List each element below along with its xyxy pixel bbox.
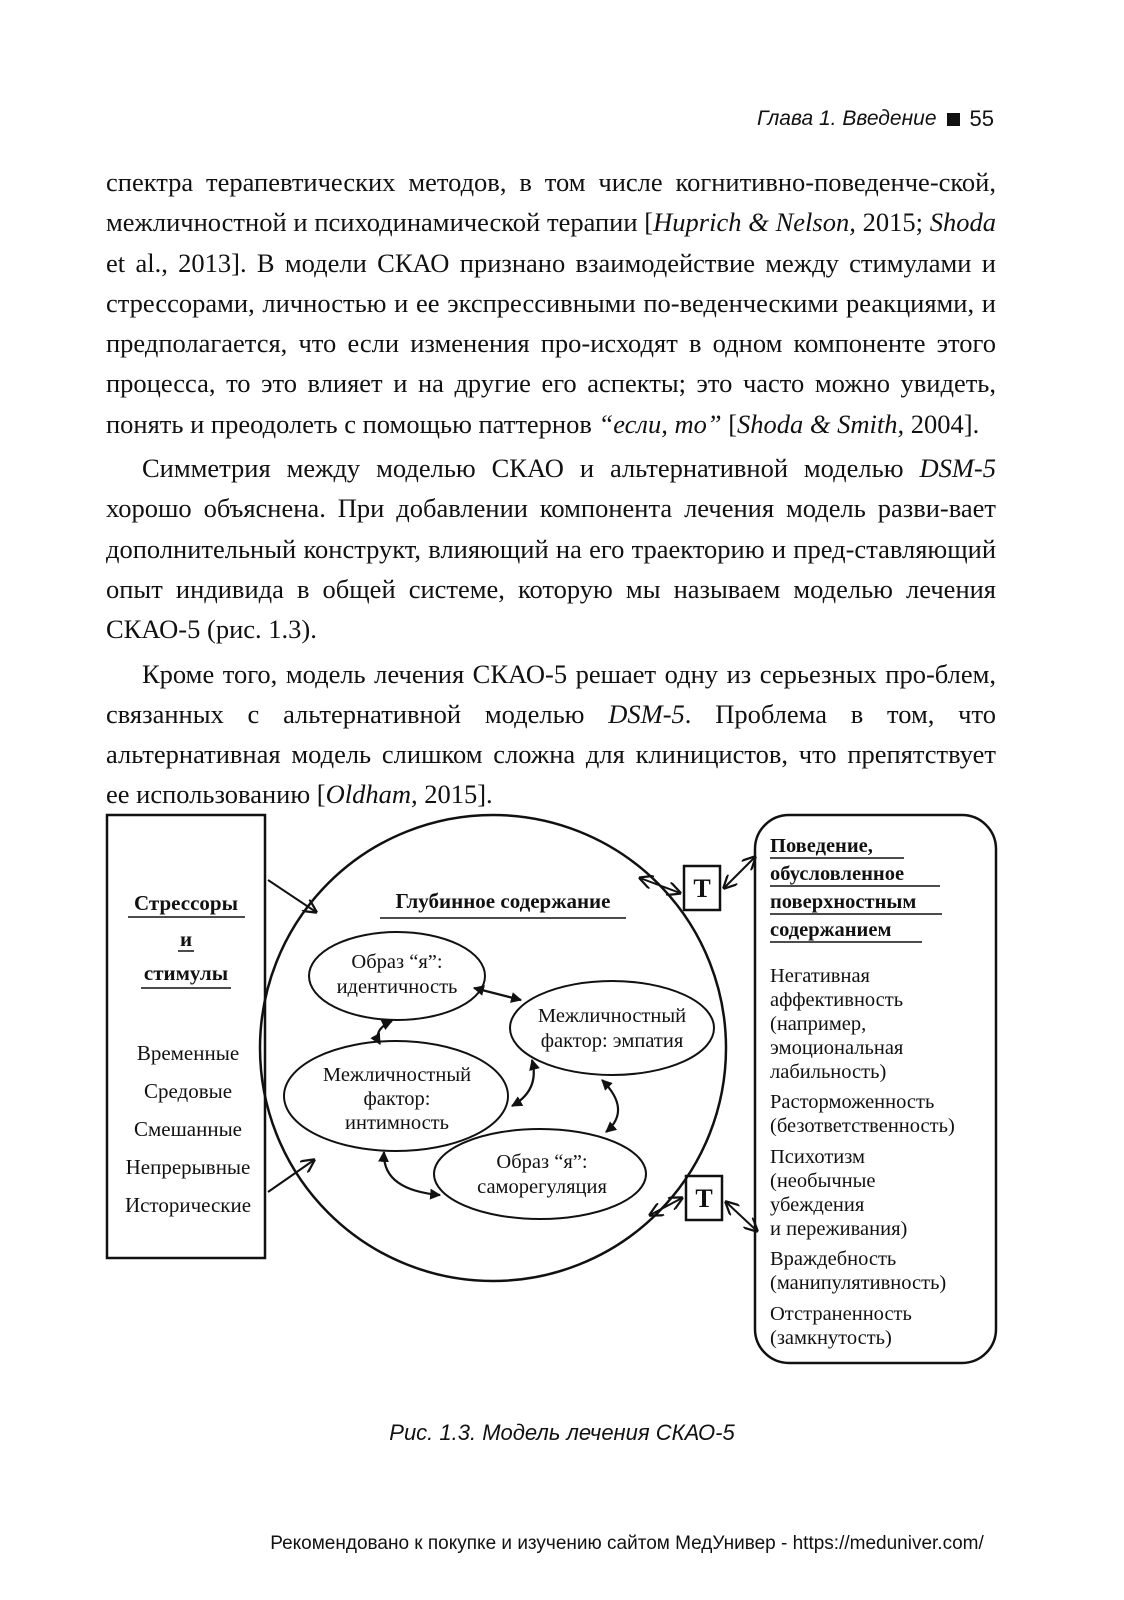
text-run: спектра терапевтических методов, в том числе когнитивно-поведенче-ской, межличностной и психодинамической терапии [ <box>106 167 996 238</box>
trait-line: лабильность) <box>770 1061 887 1083</box>
arrow-core-to-t <box>650 1198 682 1215</box>
stressor-item: Непрерывные <box>125 1155 251 1179</box>
behavior-title-2: обусловленное <box>770 863 905 885</box>
stressors-title-3: стимулы <box>143 961 229 985</box>
text-run: 2015]. <box>417 779 493 810</box>
trait-line: аффективность <box>770 989 904 1011</box>
behavior-title-4: содержанием <box>770 919 892 941</box>
citation-author: Huprich & Nelson, <box>653 207 856 238</box>
stressors-box <box>107 815 265 1258</box>
footer-text: Рекомендовано к покупке и изучению сайтом МедУнивер - https://meduniver.com/ <box>270 1533 984 1554</box>
arrow-t-to-behavior <box>724 857 755 888</box>
text-run: 2004]. <box>904 408 980 439</box>
citation-author: Oldham, <box>325 779 418 810</box>
text-run: хорошо объяснена. При добавлении компонента лечения модель разви-вает дополнительный конструкт, влияющий на его траекторию и пред-ставляющий опыт индивида в общей системе, которую мы называем моделью лечения СКАО-5 (рис. 1.3). <box>106 493 996 645</box>
oval-text: саморегуляция <box>477 1176 607 1198</box>
t-label: Т <box>693 874 711 903</box>
citation-author: Shoda <box>929 207 996 238</box>
arrow-t-to-behavior <box>726 1202 757 1231</box>
page-number: 55 <box>969 106 994 131</box>
stressor-item: Временные <box>136 1041 240 1065</box>
trait-line: (манипулятивность) <box>770 1272 947 1294</box>
trait-line: Отстраненность <box>770 1303 912 1325</box>
text-run: . Проблема в том, что альтернативная модель слишком сложна для клиницистов, что препятствует ее использованию [ <box>106 698 996 810</box>
trait-line: Негативная <box>770 965 870 987</box>
oval-text: Межличностный <box>322 1064 472 1086</box>
core-content-title: Глубинное содержание <box>395 889 611 913</box>
oval-text: идентичность <box>336 976 458 998</box>
trait-line: Враждебность <box>770 1248 897 1270</box>
oval-self-regulation <box>434 1129 646 1219</box>
stressors-title-1: Стрессоры <box>134 891 238 915</box>
text-run: Кроме того, модель лечения СКАО-5 решает одну из серьезных про-блем, связанных с альтернативной моделью <box>106 658 996 729</box>
link-identity-empathy <box>474 988 521 1000</box>
oval-text: Образ “я”: <box>496 1151 588 1173</box>
trait-line: Психотизм <box>770 1146 866 1168</box>
trait-line: эмоциональная <box>770 1037 904 1059</box>
link-empathy-intimacy <box>512 1060 534 1106</box>
text-run: [ <box>721 408 738 439</box>
oval-text: Межличностный <box>537 1005 687 1027</box>
behavior-title-1: Поведение, <box>770 835 873 857</box>
stressor-item: Средовые <box>143 1079 233 1103</box>
italic-term: DSM-5 <box>919 453 996 484</box>
italic-phrase: “если, то” <box>598 408 722 439</box>
figure-caption: Рис. 1.3. Модель лечения СКАО-5 <box>389 1420 735 1445</box>
stressors-title-2: и <box>179 927 193 951</box>
footer-note <box>0 1533 1124 1555</box>
oval-empathy <box>510 981 714 1075</box>
link-intimacy-selfregulation <box>384 1152 440 1195</box>
trait-line: (например, <box>770 1013 867 1035</box>
behavior-title-3: поверхностным <box>770 891 917 913</box>
link-empathy-selfregulation <box>602 1080 618 1132</box>
oval-text: Образ “я”: <box>351 951 443 973</box>
text-run: 2015; <box>855 207 930 238</box>
stressor-item: Смешанные <box>133 1117 243 1141</box>
text-run: Симметрия между моделью СКАО и альтернативной моделью <box>142 453 920 484</box>
italic-term: DSM-5 <box>608 698 685 729</box>
oval-text: фактор: <box>363 1088 431 1110</box>
trait-line: (замкнутость) <box>770 1327 892 1349</box>
citation-author: Shoda & Smith, <box>737 408 905 439</box>
text-run: et al., 2013]. В модели СКАО признано взаимодействие между стимулами и стрессорами, личностью и ее экспрессивными по-веденческими реакциями, и предполагается, что если изменения про-исходят в одном компоненте этого процесса, то это влияет и на другие его аспекты; это часто можно увидеть, понять и преодолеть с помощью паттернов <box>106 247 996 439</box>
trait-line: и переживания) <box>770 1218 908 1240</box>
stressor-item: Исторические <box>124 1193 252 1217</box>
oval-text: интимность <box>345 1112 449 1134</box>
trait-line: (безответственность) <box>770 1115 955 1137</box>
arrow-core-to-t <box>640 878 680 893</box>
oval-text: фактор: эмпатия <box>540 1030 684 1052</box>
chapter-title: Глава 1. Введение <box>756 107 937 130</box>
trait-line: убеждения <box>770 1194 865 1216</box>
trait-line: (необычные <box>770 1170 876 1192</box>
t-label: Т <box>695 1184 713 1213</box>
trait-line: Расторможенность <box>770 1091 935 1113</box>
